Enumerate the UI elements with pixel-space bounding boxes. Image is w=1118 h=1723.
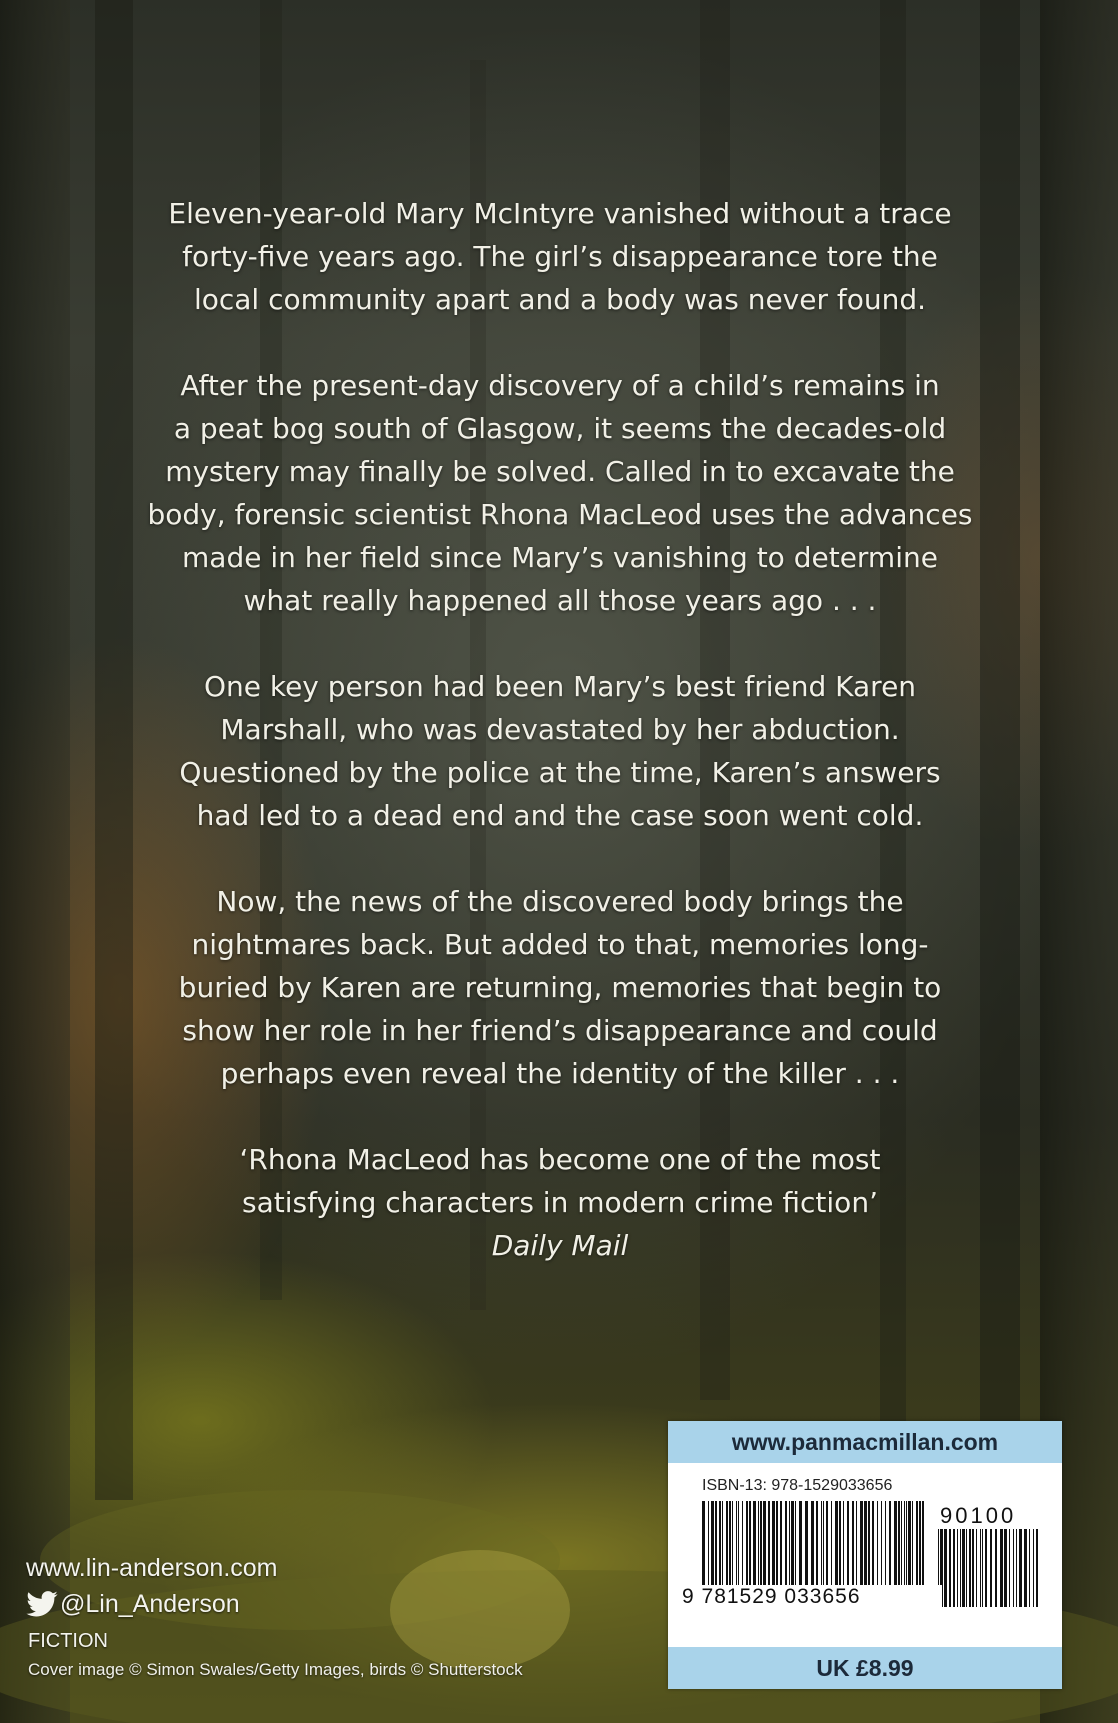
author-links: [26, 1550, 278, 1622]
author-twitter[interactable]: [26, 1586, 278, 1622]
barcode-bar: [985, 1529, 987, 1607]
blurb-paragraph-3: One key person had been Mary’s best friend Karen Marshall, who was devastated by her abduction. Questioned by the police at the time, Karen’s answers had led to a dead end and the case soon went cold.: [179, 670, 941, 832]
barcode-bar: [1013, 1529, 1014, 1607]
barcode-bar: [962, 1529, 965, 1607]
author-website[interactable]: www.lin-anderson.com: [26, 1554, 278, 1582]
addon-barcode: [938, 1529, 1040, 1607]
barcode-bar: [990, 1529, 992, 1607]
twitter-bird-icon: [26, 1591, 58, 1617]
barcode-bar: [969, 1529, 971, 1607]
barcode-panel: [668, 1421, 1062, 1689]
barcode-bar: [949, 1529, 951, 1607]
barcode-bar: [995, 1529, 997, 1607]
barcode-bar: [1036, 1529, 1038, 1607]
blurb-paragraph-2: After the present-day discovery of a child’s remains in a peat bog south of Glasgow, it seems the decades-old mystery may finally be solved. Called in to excavate the body, forensic scientist Rhona MacLeod uses the advances made in her field since Mary’s vanishing to determine what really happened all those years ago . . .: [147, 369, 973, 617]
twitter-handle: @Lin_Anderson: [60, 1590, 240, 1618]
barcode-bar: [976, 1529, 977, 1607]
barcode-bar: [1004, 1529, 1007, 1607]
barcode-bar: [1000, 1529, 1003, 1607]
barcode-bar: [1024, 1529, 1027, 1607]
price-code: 90100: [940, 1503, 1017, 1528]
barcode-bar: [1033, 1529, 1034, 1607]
barcode-bar: [982, 1529, 983, 1607]
blurb-text: [120, 192, 1000, 1267]
barcode-bar: [953, 1529, 955, 1607]
review-source: Daily Mail: [491, 1229, 629, 1262]
barcode-bar: [1016, 1529, 1017, 1607]
blurb-paragraph-4: Now, the news of the discovered body brings the nightmares back. But added to that, memories long- buried by Karen are returning, memories that begin to show her role in her friend’s disappearance and could perhaps even reveal the identity of the killer . . .: [178, 885, 942, 1090]
publisher-website[interactable]: www.panmacmillan.com: [668, 1421, 1062, 1463]
barcode-bar: [957, 1529, 958, 1607]
genre-label: FICTION: [28, 1630, 108, 1652]
blurb-paragraph-1: Eleven-year-old Mary McIntyre vanished without a trace forty-five years ago. The girl’s disappearance tore the local community apart and a body was never found.: [168, 197, 952, 316]
cover-credits: Cover image © Simon Swales/Getty Images, birds © Shutterstock: [28, 1660, 523, 1679]
isbn-label: ISBN-13: 978-1529033656: [702, 1477, 893, 1494]
barcode-bar: [1019, 1529, 1022, 1607]
barcode-bar: [960, 1529, 961, 1607]
barcode-bar: [980, 1529, 981, 1607]
barcode-bar: [1029, 1529, 1030, 1607]
isbn-digits: 9 781529 033656: [682, 1585, 942, 1609]
barcode-bar: [1009, 1529, 1010, 1607]
price-label: UK £8.99: [668, 1647, 1062, 1689]
barcode-bar: [972, 1529, 974, 1607]
barcode-bar: [966, 1529, 967, 1607]
review-quote: ‘Rhona MacLeod has become one of the most satisfying characters in modern crime fiction’: [239, 1143, 881, 1219]
barcode-bar: [944, 1529, 947, 1607]
